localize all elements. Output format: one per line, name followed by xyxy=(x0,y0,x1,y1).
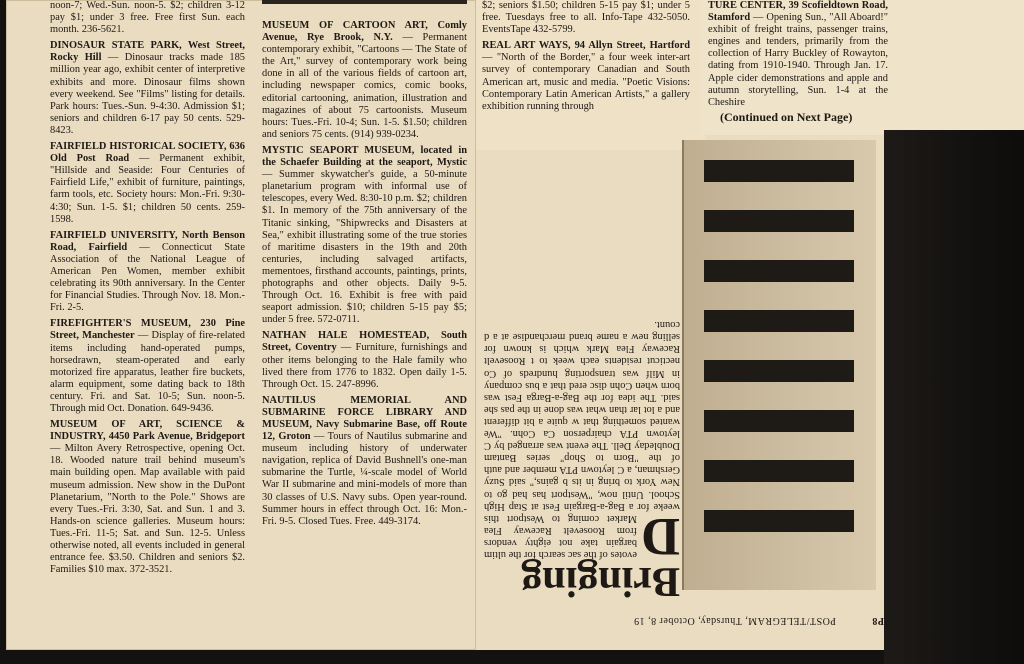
entry-heading: TURE CENTER, 39 Scofieldtown Road, Stamford xyxy=(708,0,888,24)
page-number: P8 xyxy=(871,615,884,626)
entry-text: — Permanent exhibit, "Hillside and Seaside: Four Centuries of Fairfield Life," exhibit of furniture, paintings, farm tools, etc. Society hours: Mon.-Fri. 9:30-4:30; Sun. 1-5. $1; children 50 cents. 259-1598. xyxy=(50,153,245,225)
col1-entry xyxy=(50,141,245,226)
col2-entry xyxy=(262,145,467,326)
entry-text: — Dinosaur tracks made 185 million year ago, exhibit center of interpretive exhibits and more. Dinosaur films shown every weekend. See "Films" listing for details. Park hours: Tues.-Sun. 9-4:30. Admission $1; seniors and children 6-17 pay 50 cents. 529-8423. xyxy=(50,52,245,136)
listing-column-2 xyxy=(262,20,467,532)
entry-heading: REAL ART WAYS, 94 Allyn Street, Hartford xyxy=(482,40,690,52)
entry-heading: MUSEUM OF ART, SCIENCE & INDUSTRY, 4450 Park Avenue, Bridgeport xyxy=(50,419,245,443)
entry-heading: MYSTIC SEAPORT MUSEUM, located in the Schaefer Building at the seaport, Mystic xyxy=(262,144,467,169)
entry-heading: NAUTILUS MEMORIAL AND SUBMARINE FORCE LIBRARY AND MUSEUM, Navy Submarine Base, off Route 12, Groton xyxy=(262,394,467,443)
col1-entry xyxy=(50,0,245,36)
col1-entry xyxy=(50,40,245,137)
col4-entry xyxy=(708,0,888,109)
listing-column-1 xyxy=(50,0,245,580)
entry-text: — Opening Sun., "All Aboard!" exhibit of freight trains, passenger trains, engines and tenders, primarily from the collection of Harry Buckley of Rowayton, dating from 1910-1940. Through Jan. 17. Apple cider demonstrations and apple and autumn storytelling, Sun. 1-4 at the Cheshire xyxy=(708,12,888,108)
footer-text: POST/TELEGRAM, Thursday, October 8, 19 xyxy=(633,615,836,626)
col1-entry xyxy=(50,419,245,576)
entry-text: — Connecticut State Association of the National League of American Pen Women, member exhibit celebrating its 90th anniversary. In the Center for Financial Studies. Through Nov. 18. Mon.-Fri. 2-5. xyxy=(50,241,245,314)
entry-text: — Summer skywatcher's guide, a 50-minute planetarium program with informal use of telescopes, every Wed. 8:30-10 p.m. $2; children $1. In memory of the 75th anniversary of the Titanic sinking, "Shipwrecks and Disasters at Sea," exhibit illustrating some of the true stories of maritime disasters in the 19th and 20th centuries, including salvaged artifacts, mementoes, firsthand accounts, paintings, prints, photographs and other objects. Daily 9-5. Through Oct. 16. Exhibit is free with paid seaport admission. $10; children 5-15 pay $5; under 5 free. 572-0711. xyxy=(262,169,467,326)
entry-heading: FAIRFIELD UNIVERSITY, North Benson Road, Fairfield xyxy=(50,229,245,253)
col3-entry xyxy=(482,40,690,113)
col2-entry xyxy=(262,330,467,390)
article-body: evotes of the sac search for the ultim bargain take not eighty vendors from Roosevelt Raceway Flea Market coming to Westport this weeke for a Bag-a-Bargain Fest at Stap High School. Until now, "Westport has had go to New York to bring in its b gains," said Suzy Gershman, a C leytown PTA member and auth of the "Born to Shop" series Bantam Doubleday Dell. The event was arranged by C leytown PTA chairperson Ca Cohn. "We wanted something that w quite a bit different and a lot lar than what was done in the pas she said. The idea for the Bag-a-Barga Fest was born when Cohn disc ered that a bus company in Milf was transporting hundreds of Co necticut residents each week to t Roosevelt Raceway Flea Mark which is known for selling new a name brand merchandise at a d count. xyxy=(484,319,680,560)
continued-note: (Continued on Next Page) xyxy=(720,110,853,124)
drop-cap: D xyxy=(641,507,680,567)
entry-heading: FAIRFIELD HISTORICAL SOCIETY, 636 Old Post Road xyxy=(50,141,245,165)
entry-text: — Permanent contemporary exhibit, "Cartoons — The State of the Art," survey of contemporary work being done in all of the various fields of cartoon art, including newspaper comics, comic books, editorial cartooning, animation, illustration and magazines of about 75 cartoonists. Museum hours: Tues.-Fri. 10-4; Sun. 1-5. $1.50; children and seniors 75 cents. (914) 939-0234. xyxy=(262,32,467,140)
background-shadow xyxy=(884,130,1024,664)
entry-heading: DINOSAUR STATE PARK, West Street, Rocky Hill xyxy=(50,40,245,64)
listing-column-3 xyxy=(482,0,690,117)
entry-text: noon-7; Wed.-Sun. noon-5. $2; children 3-12 pay $1; under 3 free. Free first Sun. each month. 236-5621. xyxy=(50,0,245,36)
entry-text: — Furniture, furnishings and other items belonging to the Hale family who lived there from 1776 to 1832. Open daily 1-5. Through Oct. 15. 247-8996. xyxy=(262,342,467,390)
entry-text: — "North of the Border," a four week inter-art survey of contemporary Canadian and South American art, music and media. "Poetic Visions: Contemporary Latin American Artists," a gallery exhibition running through xyxy=(482,52,690,112)
article-headline: Bringing xyxy=(521,558,680,604)
page-footer xyxy=(484,615,884,633)
listing-column-4 xyxy=(708,0,888,113)
entry-text: — Tours of Nautilus submarine and museum including history of underwater navigation, replica of David Bushnell's one-man submarine the Turtle, ¼-scale model of World War II submarine and mini-models of more than 30 classes of U.S. Navy subs. Open year-round. Summer hours in effect through Oct. 16: Mon.-Fri. 9-5. Closed Tues. Free. 449-3174. xyxy=(262,431,467,527)
col1-entry xyxy=(50,230,245,315)
col1-entry xyxy=(50,318,245,415)
entry-text: — Milton Avery Retrospective, opening Oct. 18. Wooded nature trail behind museum's main building open. Map available with paid museum admission. New show in the DuPont Planetarium, "North to the Pole." Shows are every Tues.-Fri. 3:30, Sat. and Sun. 1 and 3. Hands-on science galleries. Museum hours: Tues.-Fri. 11-5; Sat. and Sun. 12-5. Unless otherwise noted, all events included in general entrance fee. $3.50. Children and seniors $2. Families $10 max. 372-3521. xyxy=(50,443,245,576)
entry-text: $2; seniors $1.50; children 5-15 pay $1; under 5 free. Tuesdays free to all. Info-Tape 432-5050. EventsTape 432-5799. xyxy=(482,0,690,36)
col3-entry xyxy=(482,0,690,36)
col2-entry xyxy=(262,395,467,528)
upside-down-article xyxy=(484,140,680,610)
entry-heading: NATHAN HALE HOMESTEAD, South Street, Coventry xyxy=(262,330,467,354)
col2-entry xyxy=(262,20,467,141)
entry-heading: FIREFIGHTER'S MUSEUM, 230 Pine Street, Manchester xyxy=(50,318,245,342)
entry-text: — Display of fire-related items including hand-operated pumps, horsedrawn, steam-operated and early motorized fire apparatus, leather fire buckets, alarm equipment, some dating back to 18th century. Fri. and Sat. 10-5; Sun. noon-5. Through mid Oct. Donation. 649-9436. xyxy=(50,330,246,414)
column-rule xyxy=(262,0,467,4)
article-photo xyxy=(682,140,876,590)
entry-heading: MUSEUM OF CARTOON ART, Comly Avenue, Rye Brook, N.Y. xyxy=(262,20,467,44)
